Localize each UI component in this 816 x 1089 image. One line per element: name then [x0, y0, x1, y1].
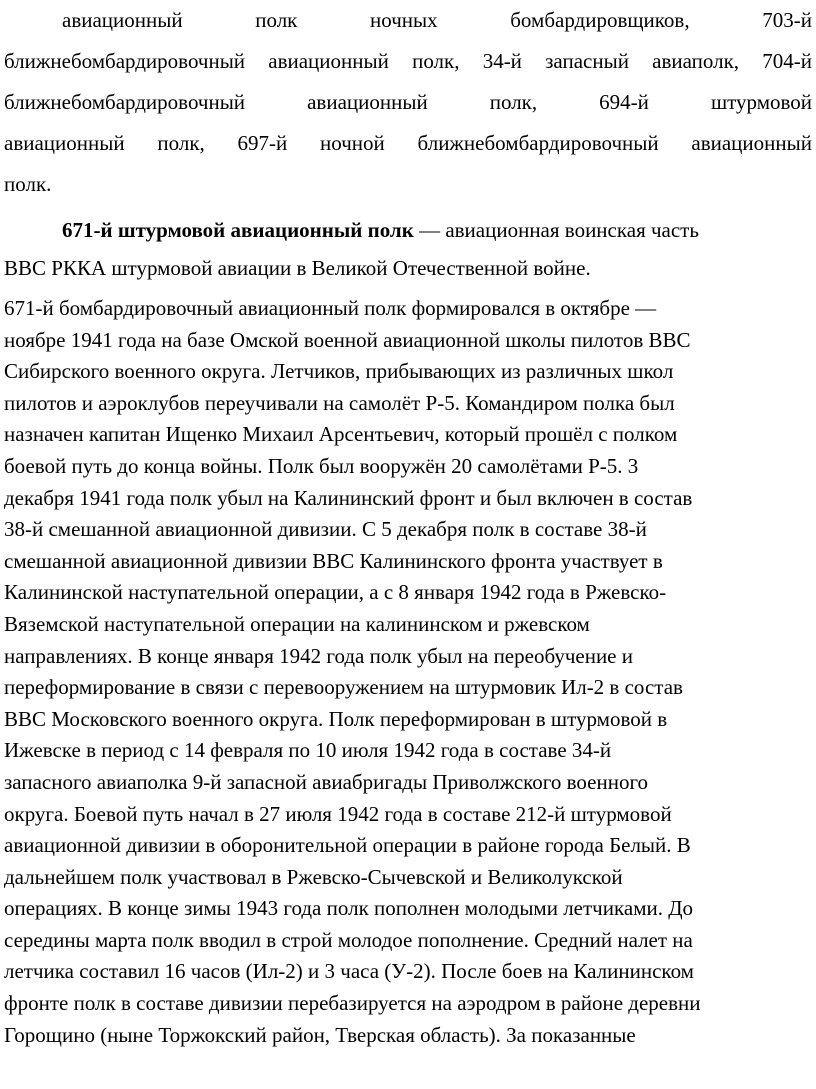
- word: авиационный: [307, 90, 428, 114]
- body-line: переформирование в связи с перевооружением на штурмовик Ил-2 в состав: [4, 675, 683, 700]
- body-line: ВВС Московского военного округа. Полк переформирован в штурмовой в: [4, 706, 668, 731]
- body-line: авиационной дивизии в оборонительной операции в районе города Белый. В: [4, 833, 691, 858]
- intro-line-5: полк.: [4, 172, 52, 196]
- body-line: Калининской наступательной операции, а с 8 января 1942 года в Ржевско-: [4, 580, 667, 605]
- intro-line-1: [4, 0, 812, 41]
- word: полк: [255, 8, 298, 32]
- body-line: боевой путь до конца войны. Полк был вооружён 20 самолётами Р-5. 3: [4, 453, 639, 478]
- body-line: 671-й бомбардировочный авиационный полк формировался в октябре —: [4, 296, 657, 320]
- body-line: Сибирского военного округа. Летчиков, прибывающих из различных школ: [4, 359, 674, 384]
- word: бомбардировщиков,: [510, 8, 690, 32]
- definition-line-1: [4, 211, 812, 249]
- body-line: дальнейшем полк участвовал в Ржевско-Сычевской и Великолукской: [4, 864, 623, 889]
- body-line: декабря 1941 года полк убыл на Калининский фронт и был включен в состав: [4, 485, 693, 510]
- word: авиаполк,: [652, 49, 740, 73]
- word: штурмовой: [710, 90, 812, 114]
- body-line: середины марта полк вводил в строй молодое пополнение. Средний налет на: [4, 927, 693, 952]
- body-line: Вяземской наступательной операции на калининском и ржевском: [4, 611, 590, 636]
- word: авиационный: [62, 8, 183, 32]
- body-line: направлениях. В конце января 1942 года полк убыл на переобучение и: [4, 643, 633, 668]
- definition-line-2: ВВС РККА штурмовой авиации в Великой Отечественной войне.: [4, 256, 591, 280]
- intro-line-4: [4, 123, 812, 164]
- word: 694-й: [599, 90, 649, 114]
- word: полк,: [157, 131, 205, 155]
- word: 34-й: [482, 49, 522, 73]
- intro-line-2: [4, 41, 812, 82]
- word: авиационный: [4, 131, 125, 155]
- word: 697-й: [237, 131, 288, 155]
- body-line: 38-й смешанной авиационной дивизии. С 5 декабря полк в составе 38-й: [4, 517, 647, 542]
- body-line: пилотов и аэроклубов переучивали на самолёт Р-5. Командиром полка был: [4, 390, 675, 415]
- body-line: Горощино (ныне Торжокский район, Тверская область). За показанные: [4, 1022, 636, 1047]
- word: ночной: [320, 131, 385, 155]
- word: полк,: [412, 49, 460, 73]
- word: ближнебомбардировочный: [4, 49, 246, 73]
- word: авиационный: [691, 131, 812, 155]
- intro-paragraph: [4, 0, 812, 205]
- definition-text: — авиационная воинская часть: [413, 218, 699, 242]
- definition-paragraph: [4, 211, 812, 287]
- body-paragraph: [4, 293, 812, 1051]
- body-line: операциях. В конце зимы 1943 года полк пополнен молодыми летчиками. До: [4, 896, 694, 921]
- body-line: ноябре 1941 года на базе Омской военной авиационной школы пилотов ВВС: [4, 327, 691, 352]
- word: полк,: [489, 90, 538, 114]
- body-line: фронте полк в составе дивизии перебазируется на аэродром в районе деревни: [4, 991, 701, 1016]
- word: ближнебомбардировочный: [4, 90, 246, 114]
- body-line: округа. Боевой путь начал в 27 июля 1942 года в составе 212-й штурмовой: [4, 801, 672, 826]
- article-term: 671-й штурмовой авиационный полк: [62, 218, 414, 242]
- body-line: смешанной авиационной дивизии ВВС Калининского фронта участвует в: [4, 548, 663, 573]
- word: 703-й: [762, 8, 812, 32]
- word: ближнебомбардировочный: [417, 131, 659, 155]
- body-line: запасного авиаполка 9-й запасной авиабригады Приволжского военного: [4, 769, 649, 794]
- word: запасный: [545, 49, 629, 73]
- word: ночных: [370, 8, 438, 32]
- intro-line-3: [4, 82, 812, 123]
- word: 704-й: [762, 49, 812, 73]
- body-line: Ижевске в период с 14 февраля по 10 июля 1942 года в составе 34-й: [4, 738, 612, 763]
- body-line: летчика составил 16 часов (Ил-2) и 3 часа (У-2). После боев на Калининском: [4, 959, 694, 984]
- word: авиационный: [268, 49, 389, 73]
- body-line: назначен капитан Ищенко Михаил Арсентьевич, который прошёл с полком: [4, 422, 678, 447]
